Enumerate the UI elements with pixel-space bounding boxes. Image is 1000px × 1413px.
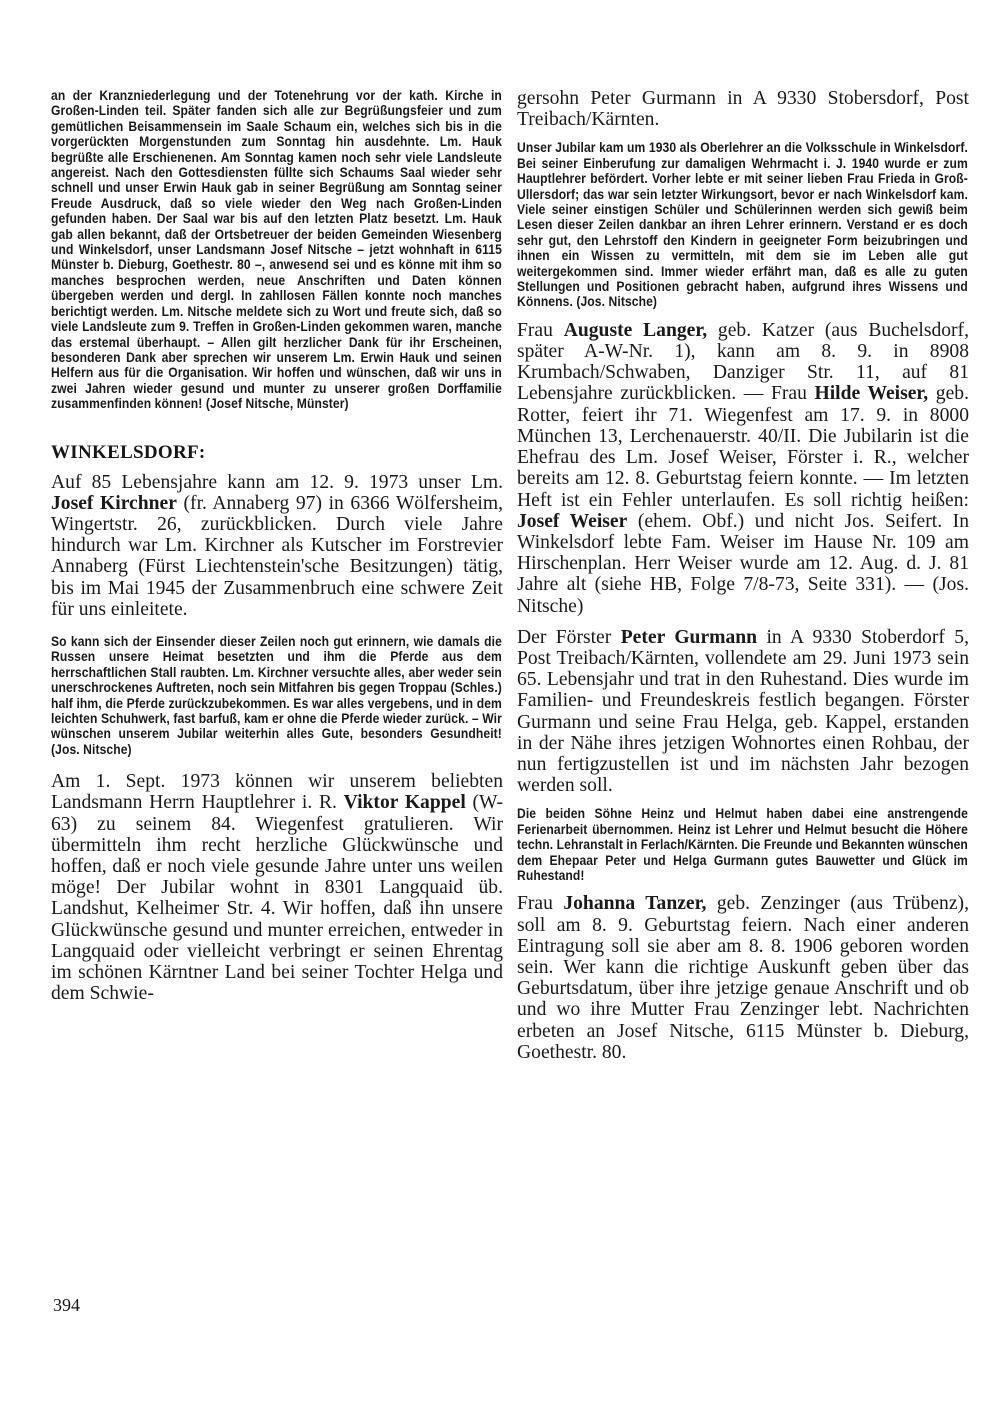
text-run: Frau [517, 893, 564, 915]
text-run: geb. Zenzinger (aus Trübenz), soll am 8. 9. Geburtstag feiern. Nach einer anderen Eintragung soll sie aber am 8. 8. 1906 geboren worden sein. Wer kann die richtige Auskunft geben über das Geburtsdatum, über ihre jetzige genaue Anschrift und ob und wo ihre Mutter Frau Zenzinger lebt. Nachrichten erbeten an Josef Nitsche, 6115 Münster b. Dieburg, Goethestr. 80. [517, 893, 969, 1063]
text-run: Frau [517, 319, 564, 341]
text-run: (ehem. Obf.) und nicht Jos. Seifert. In Winkelsdorf lebte Fam. Weiser im Hause Nr. 109 am Hirschenplan. Herr Weiser wurde am 12. Aug. d. J. 81 Jahre alt (siehe HB, Folge 7/8-73, Seite 331). — (Jos. Nitsche) [517, 510, 969, 617]
left-column [51, 88, 503, 1004]
person-name: Peter Gurmann [620, 626, 758, 648]
person-name: Viktor Kappel [343, 792, 466, 814]
kappel-biography-paragraph: Unser Jubilar kam um 1930 als Oberlehrer an die Volksschule in Winkelsdorf. Bei seiner Einberufung zur damaligen Wehrmacht i. J. 1940 wurde er zum Hauptlehrer befördert. Vorher lebte er mit seiner lieben Frau Frieda in Groß-Ullersdorf; das war sein letzter Wirkungsort, bevor er nach Winkelsdorf kam. Viele seiner einstigen Schüler und Schülerinnen werden sich gewiß beim Lesen dieser Zeilen dankbar an ihren Lehrer erinnern. Verstand er es doch sehr gut, den Lehrstoff den Kindern in geeigneter Form beizubringen und ihnen ein Wissen zu vermitteln, mit dem sie im Leben alle gut weitergekommen sind. Immer wieder erfährt man, daß es alle zu guten Stellungen und Positionen gebracht haben, aufgrund ihres Wissens und Könnens. (Jos. Nitsche) [517, 139, 968, 310]
report-paragraph: an der Kranzniederlegung und der Totenehrung vor der kath. Kirche in Großen-Linden teil. Später fanden sich alle zur Begrüßungsfeier und zum gemütlichen Beisammensein im Saale Schaum ein, welches sich bis in die vorgerückten Morgenstunden zum Sonntag hin ausdehnte. Lm. Hauk begrüßte alle Erschienenen. Am Sonntag kamen noch sehr viele Landsleute angereist. Nach den Gottesdiensten füllte sich Schaums Saal wieder sehr schnell und unser Erwin Hauk gab in seiner Begrüßung am Sonntag seiner Freude Ausdruck, daß so viele wieder den Weg nach Großen-Linden gefunden haben. Der Saal war bis auf den letzten Platz besetzt. Lm. Hauk gab allen bekannt, daß der Ortsbetreuer der beiden Gemeinden Wiesenberg und Winkelsdorf, unser Landsmann Josef Nitsche – jetzt wohnhaft in 6115 Münster b. Dieburg, Goethestr. 80 –, anwesend sei und es könne mit ihm so manches besprochen werden, neue Anschriften und Daten können übergeben werden und dergl. In zahllosen Fällen konnte noch manches berichtigt werden. Lm. Nitsche meldete sich zu Wort und freute sich, daß so viele Landsleute zum 9. Treffen in Großen-Linden gekommen waren, manche das erstemal überhaupt. – Allen gilt herzlicher Dank für ihr Erscheinen, besonderen Dank aber sprechen wir unserem Lm. Erwin Hauk und seinen Helfern aus für die Organisation. Wir hoffen und wünschen, daß wir uns in zwei Jahren wieder gesund und munter zu unserer großen Dorffamilie zusammenfinden können! (Josef Nitsche, Münster) [51, 87, 502, 412]
kappel-paragraph [51, 771, 503, 1004]
text-run: Der Förster [517, 626, 621, 648]
person-name: Hilde Weiser, [814, 383, 929, 405]
person-name: Josef Kirchner [51, 492, 177, 514]
birthdays-paragraph [517, 320, 969, 617]
gurmann-sons-paragraph: Die beiden Söhne Heinz und Helmut haben dabei eine anstrengende Ferienarbeit übernommen. Heinz ist Lehrer und Helmut besucht die Höhere techn. Lehranstalt in Ferlach/Kärnten. Die Freunde und Bekannten wünschen dem Ehepaar Peter und Helga Gurmann gutes Bauwetter und Glück im Ruhestand! [517, 805, 968, 883]
person-name: Josef Weiser [517, 510, 628, 532]
kirchner-memory-paragraph: So kann sich der Einsender dieser Zeilen noch gut erinnern, wie damals die Russen unsere Heimat besetzten und ihm die Pferde aus dem herrschaftlichen Stall raubten. Lm. Kirchner versuchte alles, aber weder sein unerschrockenes Auftreten, noch sein Mitfahren bis gegen Troppau (Schles.) half ihm, die Pferde zurückzubekommen. Es war alles vergebens, und in dem leichten Schuhwerk, fast barfuß, kam er ohne die Pferde wieder zurück. – Wir wünschen unserem Jubilar weiterhin alles Gute, besonders Gesundheit! (Jos. Nitsche) [51, 632, 502, 757]
tanzer-paragraph [517, 893, 969, 1063]
gurmann-paragraph [517, 627, 969, 797]
text-run: (fr. Annaberg 97) in 6366 Wölfersheim, Wingertstr. 26, zurückblicken. Durch viele Jahre hindurch war Lm. Kirchner als Kutscher im Forstrevier Annaberg (Fürst Liechtenstein'sche Besitzungen) tätig, bis im Mai 1945 der Zusammenbruch eine schwere Zeit für uns einleitete. [51, 492, 503, 620]
person-name: Johanna Tanzer, [563, 893, 707, 915]
right-column [517, 88, 969, 1063]
text-run: in A 9330 Stoberdorf 5, Post Treibach/Kärnten, vollendete am 29. Juni 1973 sein 65. Lebensjahr und trat in den Ruhestand. Dies wurde im Familien- und Freundeskreis festlich begangen. Förster Gurmann und seine Frau Helga, geb. Kappel, erstanden in der Nähe ihres jetzigen Wohnortes einen Rohbau, der nun fertigzustellen ist und im nächsten Jahr bezogen werden soll. [517, 626, 969, 797]
page-number: 394 [53, 1295, 80, 1315]
text-run: (W-63) zu seinem 84. Wiegenfest gratulieren. Wir übermitteln ihm recht herzliche Glückwünsche und hoffen, daß er noch viele gesunde Jahre unter uns weilen möge! Der Jubilar wohnt in 8301 Langquaid üb. Landshut, Kelheimer Str. 4. Wir hoffen, daß ihn unsere Glückwünsche gesund und munter erreichen, entweder in Langquaid oder vielleicht verbringt er seinen Ehrentag im schönen Kärntner Land bei seiner Tochter Helga und dem Schwie- [51, 792, 503, 1005]
section-heading-winkelsdorf: WINKELSDORF: [51, 441, 206, 463]
text-run: Auf 85 Lebensjahre kann am 12. 9. 1973 unser Lm. [51, 471, 503, 493]
continuation-paragraph: gersohn Peter Gurmann in A 9330 Stobersdorf, Post Treibach/Kärnten. [517, 88, 969, 131]
text-run: geb. Rotter, feiert ihr 71. Wiegenfest am 17. 9. in 8000 München 13, Lerchenauerstr. 40/II. Die Jubilarin ist die Ehefrau des Lm. Josef Weiser, Förster i. R., welcher bereits am 12. 8. Geburtstag feiern konnte. — Im letzten Heft ist ein Fehler unterlaufen. Es soll richtig heißen: [517, 383, 969, 511]
kirchner-paragraph [51, 472, 503, 620]
text-run: Am 1. Sept. 1973 können wir unserem beliebten Landsmann Herrn Hauptlehrer i. R. [51, 771, 503, 814]
person-name: Auguste Langer, [563, 319, 708, 341]
text-run: geb. Katzer (aus Buchelsdorf, später A-W-Nr. 1), kann am 8. 9. in 8908 Krumbach/Schwaben, Danziger Str. 11, auf 81 Lebensjahre zurückblicken. — Frau [517, 319, 969, 405]
